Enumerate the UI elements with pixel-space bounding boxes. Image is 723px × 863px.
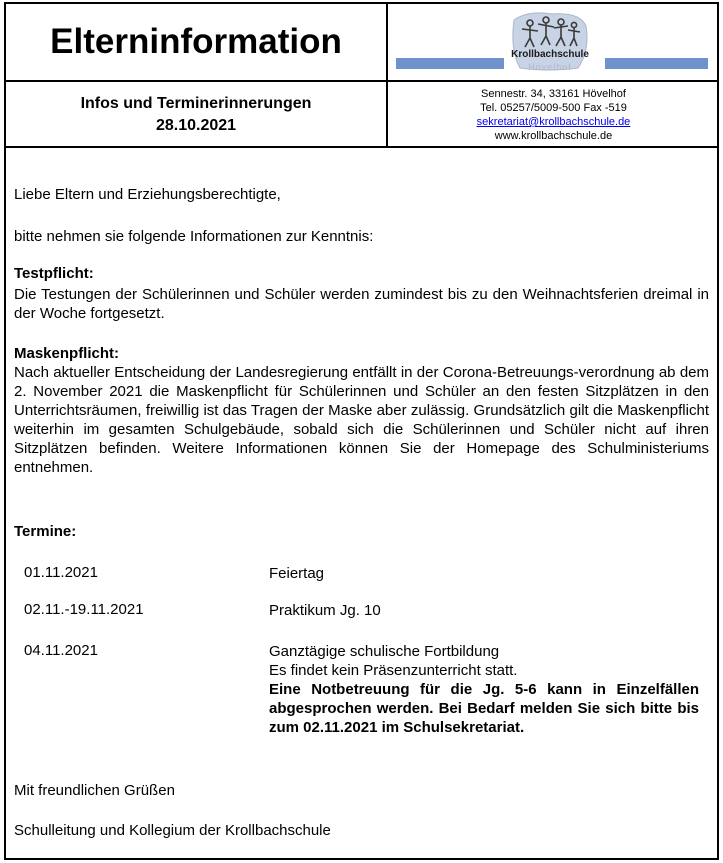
contact-block xyxy=(390,84,717,146)
termin-event-1: Feiertag xyxy=(269,565,325,582)
contact-website[interactable]: www.krollbachschule.de xyxy=(494,130,613,142)
testpflicht-heading: Testpflicht: xyxy=(14,265,94,282)
page-subtitle xyxy=(6,84,386,146)
termin-date-3: 04.11.2021 xyxy=(24,642,98,659)
termin-event-2: Praktikum Jg. 10 xyxy=(269,602,381,619)
letter-intro: bitte nehmen sie folgende Informationen zur Kenntnis: xyxy=(14,228,374,245)
contact-address: Sennestr. 34, 33161 Hövelhof xyxy=(481,88,626,100)
termin-date-1: 01.11.2021 xyxy=(24,564,98,581)
page-title: Elterninformation xyxy=(50,22,342,61)
letter-closing: Mit freundlichen Grüßen xyxy=(14,782,175,799)
termin-date-2: 02.11.-19.11.2021 xyxy=(24,601,144,618)
logo-bar-left xyxy=(396,58,504,69)
school-logo xyxy=(390,4,717,80)
header-divider-top xyxy=(4,80,719,82)
header-divider-bottom xyxy=(4,146,719,148)
termin-event-3-note: Es findet kein Präsenzunterricht statt. xyxy=(269,662,518,679)
subtitle-date: 28.10.2021 xyxy=(155,117,237,134)
subtitle-text: Infos und Terminerinnerungen xyxy=(80,95,312,112)
header-column-divider xyxy=(386,2,388,148)
termin-event-3-notbetreuung: Eine Notbetreuung für die Jg. 5-6 kann in Einzelfällen abgesprochen werden. Bei Bedarf melden Sie sich bitte bis zum 02.11.2021 im Schulsekretariat. xyxy=(269,681,699,736)
maskenpflicht-heading: Maskenpflicht: xyxy=(14,345,120,362)
termine-heading: Termine: xyxy=(14,523,77,540)
termin-event-3 xyxy=(269,642,699,737)
contact-email-link[interactable]: sekretariat@krollbachschule.de xyxy=(476,116,631,128)
testpflicht-text: Die Testungen der Schülerinnen und Schüler werden zumindest bis zu den Weihnachtsferien dreimal in der Woche fortgesetzt. xyxy=(14,286,709,322)
contact-phone: Tel. 05257/5009-500 Fax -519 xyxy=(480,102,627,114)
letter-signature: Schulleitung und Kollegium der Krollbachschule xyxy=(14,822,331,839)
logo-bar-right xyxy=(605,58,708,69)
maskenpflicht-text: Nach aktueller Entscheidung der Landesregierung entfällt in der Corona-Betreuungs-verordnung ab dem 2. November 2021 die Maskenpflicht für Schülerinnen und Schüler an den festen Sitzplätzen in den Unterrichtsräumen, freiwillig ist das Tragen der Maske aber zulässig. Grundsätzlich gilt die Maskenpflicht weiterhin im gesamten Schulgebäude, sobald sich die Schülerinnen und Schüler nicht auf ihren Sitzplätzen befinden. Weitere Informationen können Sie der Homepage des Schulministeriums entnehmen. xyxy=(14,364,709,476)
termin-event-3-title: Ganztägige schulische Fortbildung xyxy=(269,643,500,660)
logo-place-name: Hövelhof xyxy=(528,62,572,72)
logo-school-name: Krollbachschule xyxy=(511,49,589,60)
letter-greeting: Liebe Eltern und Erziehungsberechtigte, xyxy=(14,186,281,203)
